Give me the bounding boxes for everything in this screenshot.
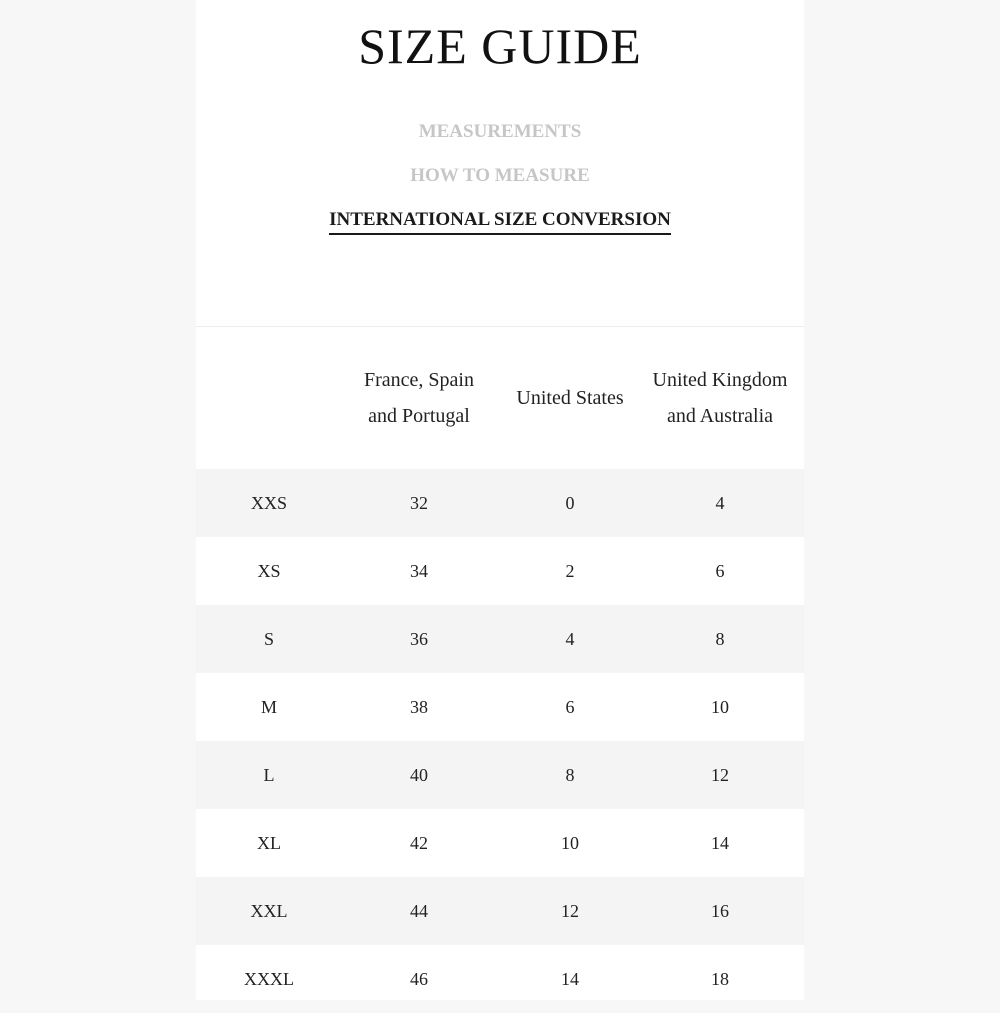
us-cell: 2 bbox=[565, 560, 575, 581]
france-cell: 32 bbox=[410, 492, 428, 513]
size-guide-panel bbox=[196, 0, 804, 1000]
table-row bbox=[196, 537, 804, 605]
page-title: SIZE GUIDE bbox=[358, 18, 642, 74]
uk-cell: 10 bbox=[711, 696, 729, 717]
size-cell: XXL bbox=[250, 900, 288, 921]
france-cell: 38 bbox=[410, 696, 428, 717]
table-row bbox=[196, 809, 804, 877]
header-united-states bbox=[496, 327, 644, 469]
table-row bbox=[196, 605, 804, 673]
france-cell: 40 bbox=[410, 764, 428, 785]
uk-cell: 12 bbox=[711, 764, 729, 785]
size-cell: S bbox=[263, 628, 274, 649]
table-header-row bbox=[196, 326, 804, 469]
size-cell: XL bbox=[257, 832, 281, 853]
tab-how-to-measure-label: HOW TO MEASURE bbox=[410, 165, 590, 186]
table-row bbox=[196, 945, 804, 1013]
tab-measurements[interactable] bbox=[196, 120, 804, 144]
table-row bbox=[196, 469, 804, 537]
size-cell: L bbox=[263, 764, 275, 785]
us-cell: 6 bbox=[565, 696, 575, 717]
table-body bbox=[196, 469, 804, 1013]
uk-cell: 14 bbox=[711, 832, 729, 853]
uk-cell: 4 bbox=[715, 492, 725, 513]
table-row bbox=[196, 741, 804, 809]
tab-international-size-conversion-label: INTERNATIONAL SIZE CONVERSION bbox=[329, 208, 671, 235]
uk-cell: 18 bbox=[711, 968, 729, 989]
header-uk-australia bbox=[644, 327, 796, 469]
size-cell: XS bbox=[257, 560, 281, 581]
uk-cell: 16 bbox=[711, 900, 729, 921]
header-united-states-label: United States bbox=[516, 387, 624, 409]
header-size bbox=[196, 327, 342, 469]
france-cell: 34 bbox=[410, 560, 428, 581]
us-cell: 12 bbox=[561, 900, 579, 921]
table-row bbox=[196, 673, 804, 741]
size-cell: M bbox=[260, 696, 277, 717]
size-cell: XXXL bbox=[244, 968, 294, 989]
france-cell: 44 bbox=[410, 900, 428, 921]
france-cell: 46 bbox=[410, 968, 428, 989]
tab-how-to-measure[interactable] bbox=[196, 164, 804, 188]
size-cell: XXS bbox=[250, 492, 287, 513]
us-cell: 14 bbox=[561, 968, 579, 989]
header-france-spain-portugal-label: France, Spain and Portugal bbox=[364, 369, 474, 427]
tab-measurements-label: MEASUREMENTS bbox=[418, 121, 582, 142]
france-cell: 36 bbox=[410, 628, 428, 649]
us-cell: 8 bbox=[565, 764, 575, 785]
header-uk-australia-label: United Kingdom and Australia bbox=[652, 369, 788, 427]
france-cell: 42 bbox=[410, 832, 428, 853]
tab-international-size-conversion[interactable] bbox=[196, 208, 804, 235]
us-cell: 4 bbox=[565, 628, 575, 649]
us-cell: 0 bbox=[565, 492, 575, 513]
uk-cell: 8 bbox=[715, 628, 725, 649]
table-row bbox=[196, 877, 804, 945]
us-cell: 10 bbox=[561, 832, 579, 853]
uk-cell: 6 bbox=[715, 560, 725, 581]
header-france-spain-portugal bbox=[342, 327, 496, 469]
